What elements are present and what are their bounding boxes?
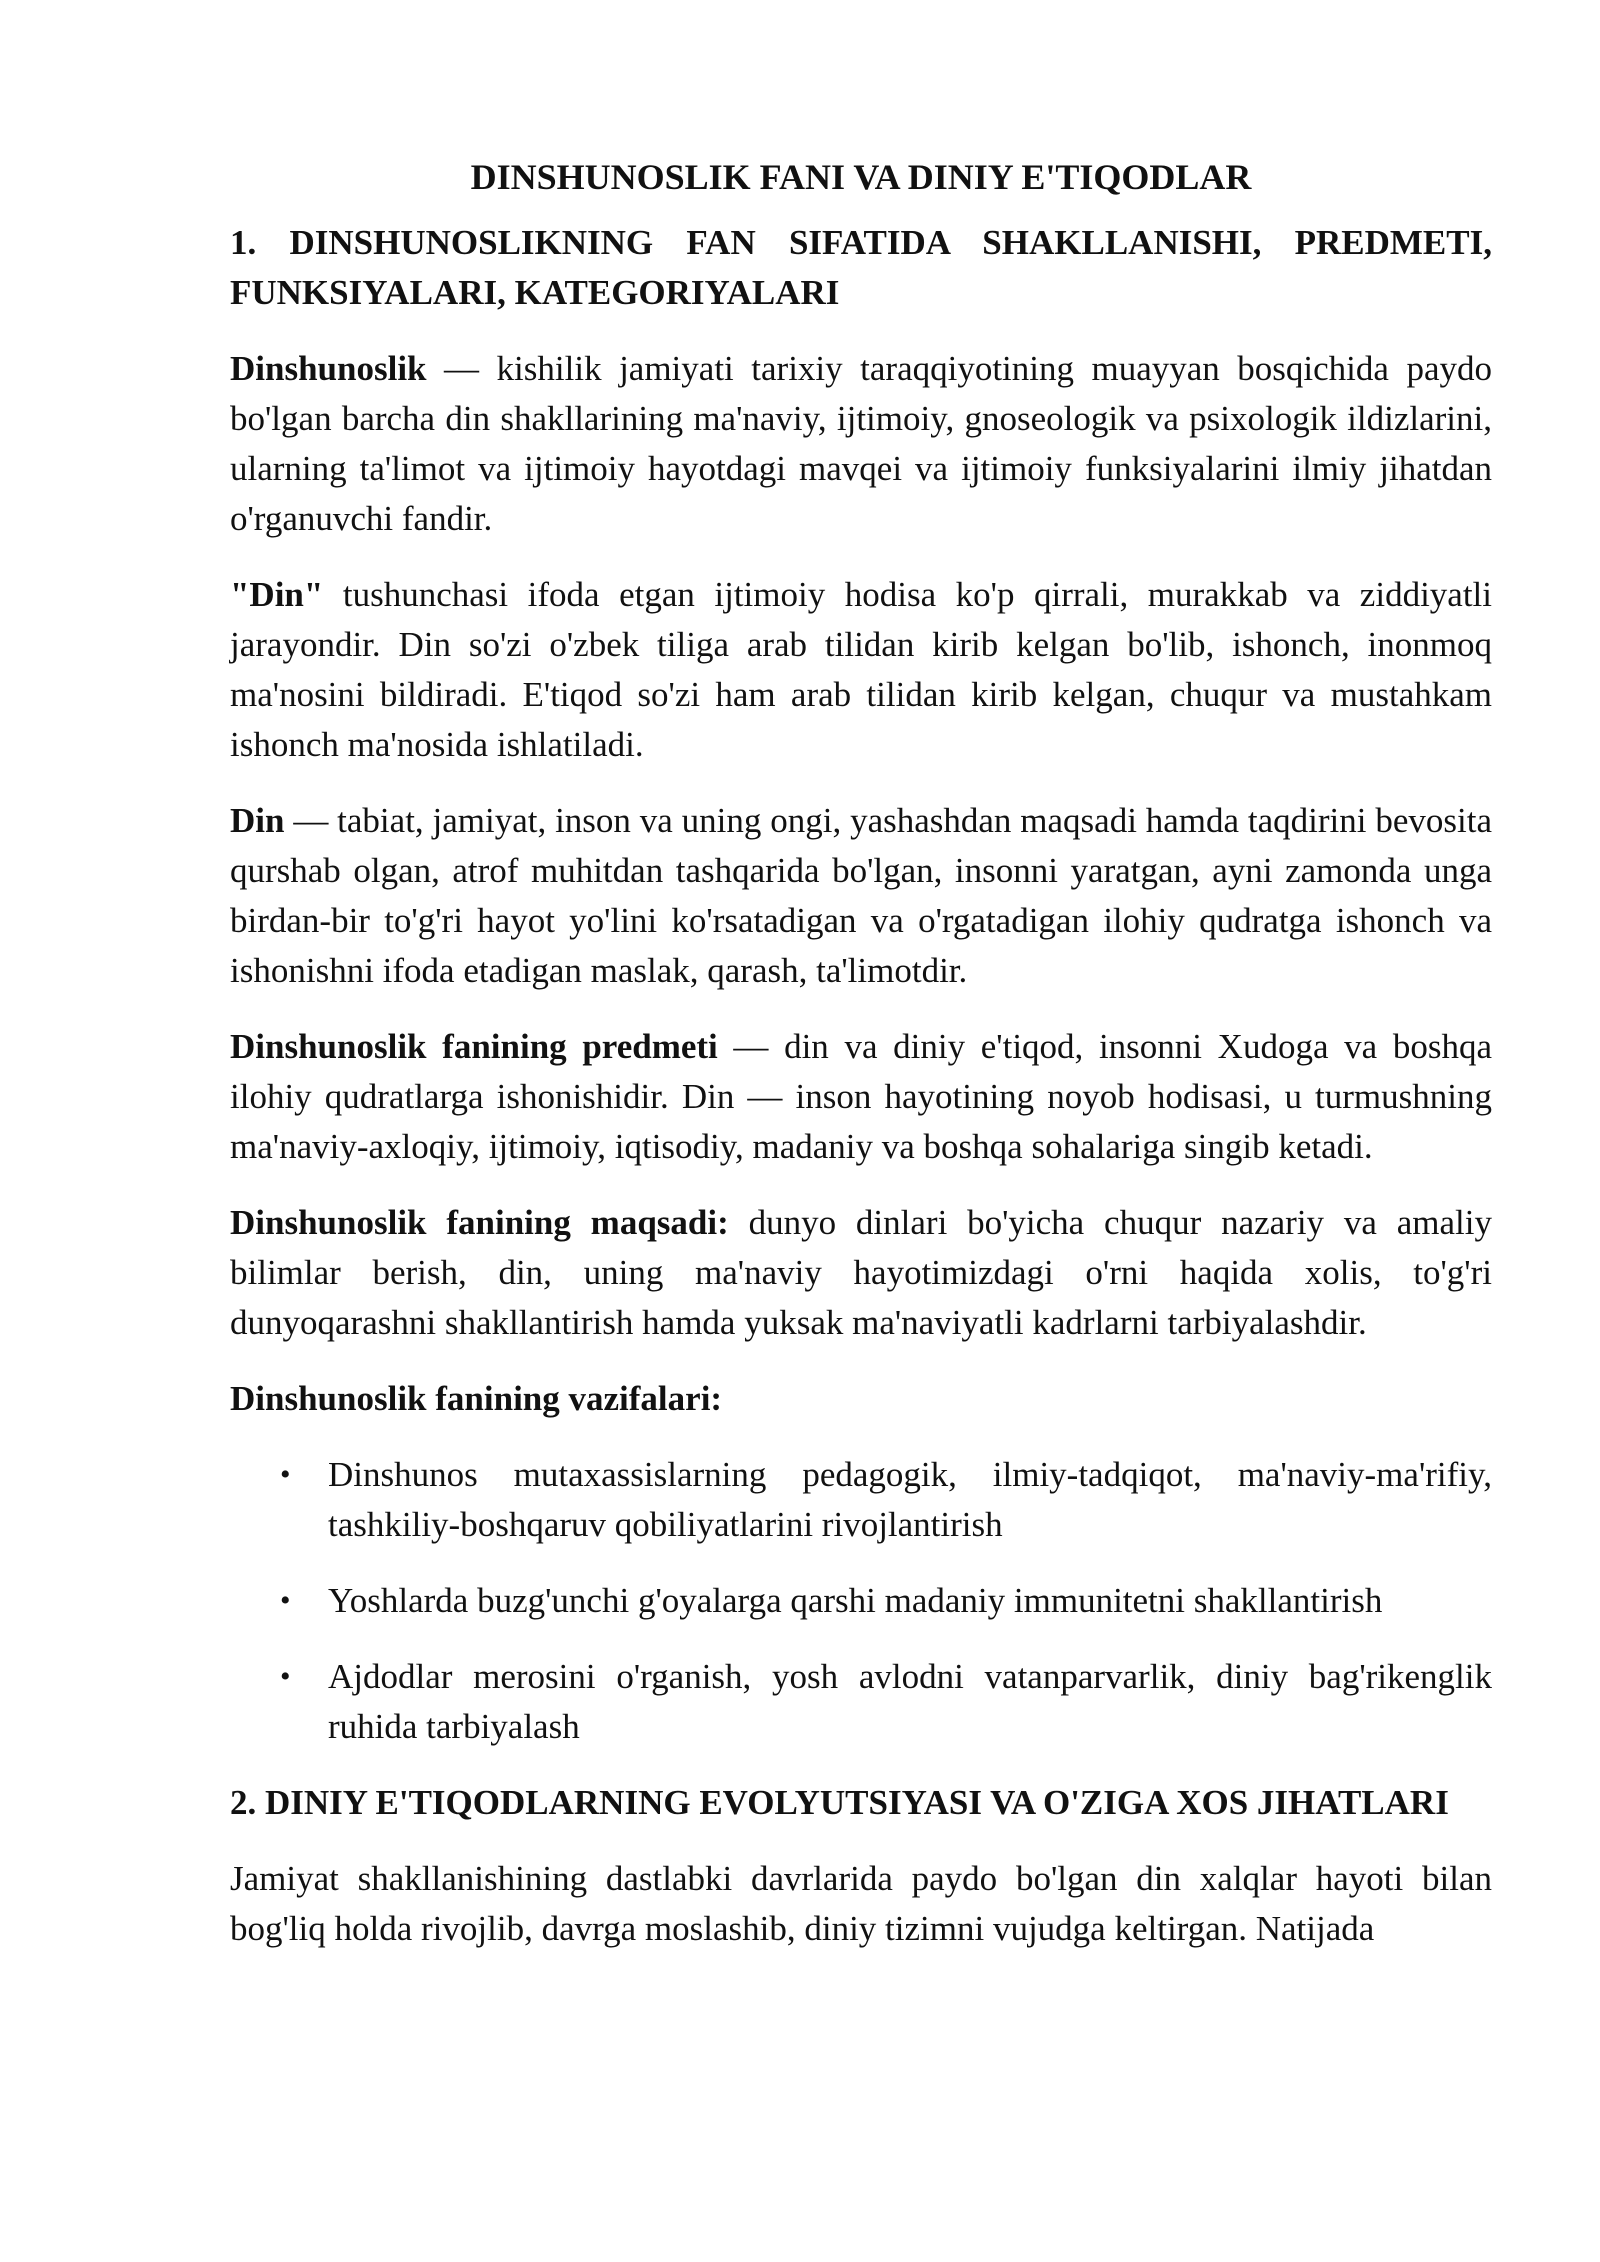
- tasks-list: [230, 1450, 1492, 1752]
- list-item-text: Ajdodlar merosini o'rganish, yosh avlodni vatanparvarlik, diniy bag'rikenglik ruhida tarbiyalash: [328, 1657, 1492, 1746]
- definition-dinshunoslik-paragraph: [230, 344, 1492, 544]
- definition-din-concept-paragraph: [230, 570, 1492, 770]
- document-page: [230, 140, 1492, 1954]
- purpose-paragraph: [230, 1198, 1492, 1348]
- paragraph-lead: "Din": [230, 575, 324, 614]
- list-item: [230, 1576, 1492, 1626]
- document-title: DINSHUNOSLIK FANI VA DINIY E'TIQODLAR: [470, 157, 1252, 197]
- list-item: [230, 1652, 1492, 1752]
- subject-paragraph: [230, 1022, 1492, 1172]
- paragraph-text: — din va diniy e'tiqod, insonni Xudoga va boshqa ilohiy qudratlarga ishonishidir. Din — inson hayotining noyob hodisasi, u turmushning ma'naviy-axloqiy, ijtimoiy, iqtisodiy, madaniy va boshqa sohalariga singib ketadi.: [230, 1027, 1492, 1166]
- paragraph-lead: Din: [230, 801, 285, 840]
- paragraph-text: tushunchasi ifoda etgan ijtimoiy hodisa ko'p qirrali, murakkab va ziddiyatli jarayondir. Din so'zi o'zbek tiliga arab tilidan kirib kelgan bo'lib, ishonch, inonmoq ma'nosini bildiradi. E'tiqod so'zi ham arab tilidan kirib kelgan, chuqur va mustahkam ishonch ma'nosida ishlatiladi.: [230, 575, 1492, 764]
- section-2-heading: 2. DINIY E'TIQODLARNING EVOLYUTSIYASI VA O'ZIGA XOS JIHATLARI: [230, 1783, 1449, 1822]
- bullet-icon: •: [280, 1458, 291, 1491]
- tasks-heading: Dinshunoslik fanining vazifalari:: [230, 1379, 723, 1418]
- paragraph-lead: Dinshunoslik fanining predmeti: [230, 1027, 718, 1066]
- list-item-text: Dinshunos mutaxassislarning pedagogik, ilmiy-tadqiqot, ma'naviy-ma'rifiy, tashkiliy-boshqaruv qobiliyatlarini rivojlantirish: [328, 1455, 1492, 1544]
- definition-din-paragraph: [230, 796, 1492, 996]
- paragraph-lead: Dinshunoslik: [230, 349, 427, 388]
- bullet-icon: •: [280, 1660, 291, 1693]
- evolution-paragraph: Jamiyat shakllanishining dastlabki davrlarida paydo bo'lgan din xalqlar hayoti bilan bog'liq holda rivojlib, davrga moslashib, diniy tizimni vujudga keltirgan. Natijada: [230, 1859, 1492, 1948]
- list-item-text: Yoshlarda buzg'unchi g'oyalarga qarshi madaniy immunitetni shakllantirish: [328, 1581, 1383, 1620]
- list-item: [230, 1450, 1492, 1550]
- section-1-heading: 1. DINSHUNOSLIKNING FAN SIFATIDA SHAKLLANISHI, PREDMETI, FUNKSIYALARI, KATEGORIYALARI: [230, 223, 1492, 312]
- paragraph-text: — kishilik jamiyati tarixiy taraqqiyotining muayyan bosqichida paydo bo'lgan barcha din shakllarining ma'naviy, ijtimoiy, gnoseologik va psixologik ildizlarini, ularning ta'limot va ijtimoiy hayotdagi mavqei va ijtimoiy funksiyalarini ilmiy jihatdan o'rganuvchi fandir.: [230, 349, 1492, 538]
- paragraph-lead: Dinshunoslik fanining maqsadi:: [230, 1203, 729, 1242]
- paragraph-text: dunyo dinlari bo'yicha chuqur nazariy va amaliy bilimlar berish, din, uning ma'naviy hayotimizdagi o'rni haqida xolis, to'g'ri dunyoqarashni shakllantirish hamda yuksak ma'naviyatli kadrlarni tarbiyalashdir.: [230, 1203, 1492, 1342]
- bullet-icon: •: [280, 1584, 291, 1617]
- paragraph-text: — tabiat, jamiyat, inson va uning ongi, yashashdan maqsadi hamda taqdirini bevosita qurshab olgan, atrof muhitdan tashqarida bo'lgan, insonni yaratgan, ayni zamonda unga birdan-bir to'g'ri hayot yo'lini ko'rsatadigan va o'rgatadigan ilohiy qudratga ishonch va ishonishni ifoda etadigan maslak, qarash, ta'limotdir.: [230, 801, 1492, 990]
